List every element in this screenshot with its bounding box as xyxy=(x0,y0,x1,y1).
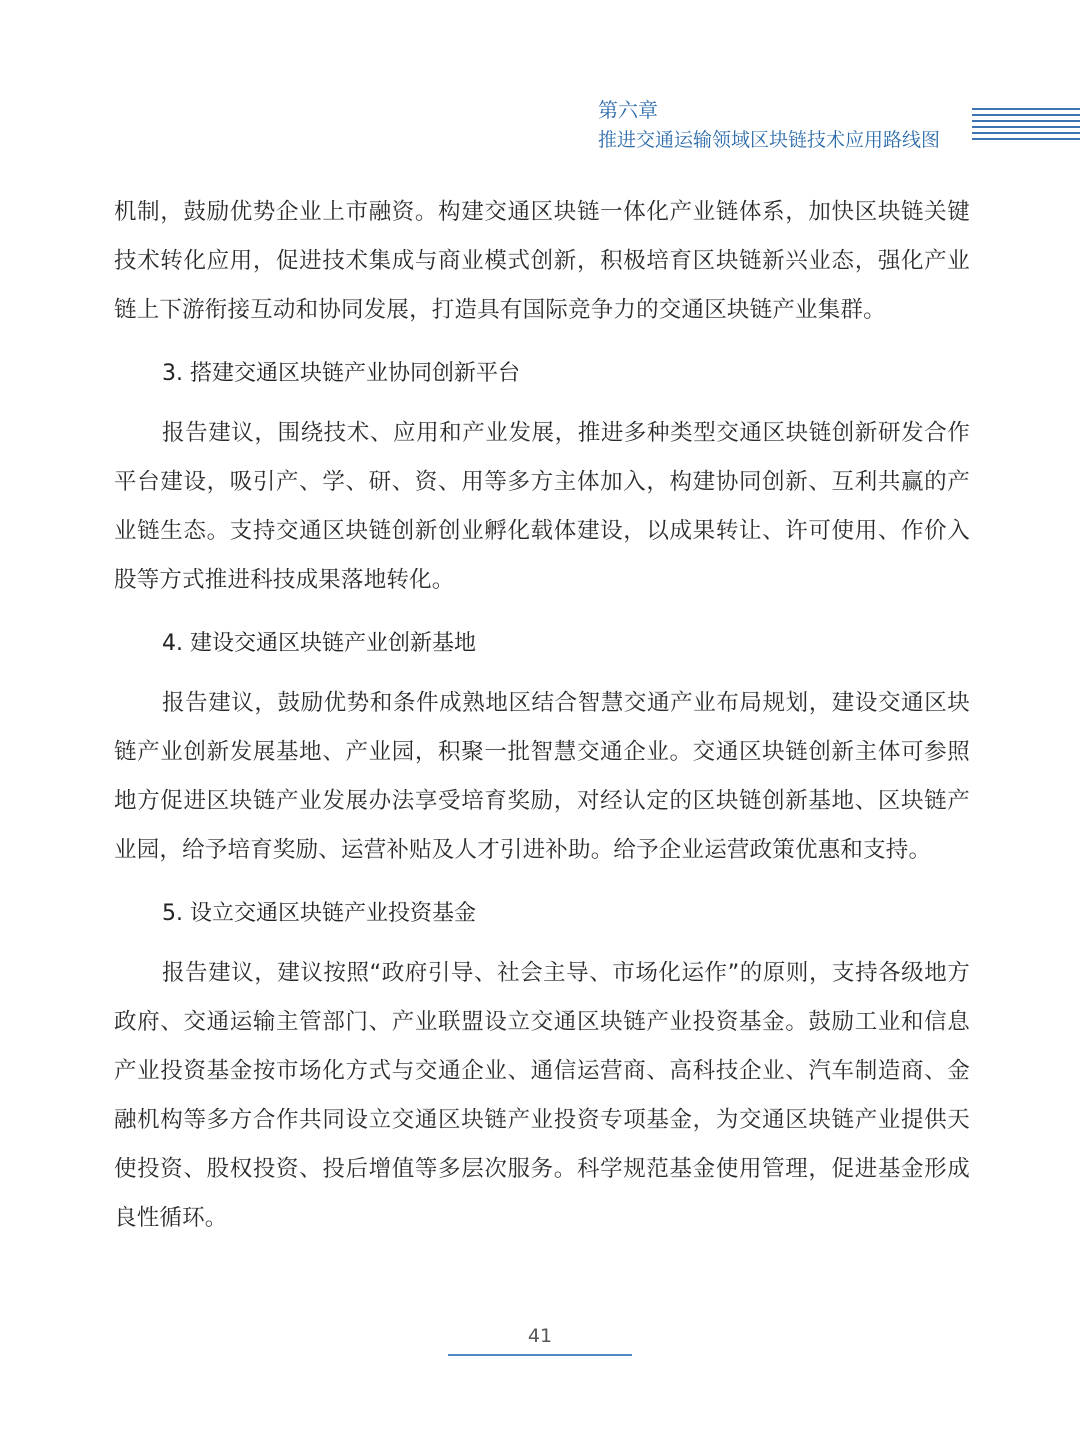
section-paragraph-5: 报告建议，建议按照“政府引导、社会主导、市场化运作”的原则，支持各级地方政府、交通运输主管部门、产业联盟设立交通区块链产业投资基金。鼓励工业和信息产业投资基金按市场化方式与交通企业、通信运营商、高科技企业、汽车制造商、金融机构等多方合作共同设立交通区块链产业投资专项基金，为交通区块链产业提供天使投资、股权投资、投后增值等多层次服务。科学规范基金使用管理，促进基金形成良性循环。 xyxy=(114,960,970,1231)
section-paragraph-3: 报告建议，围绕技术、应用和产业发展，推进多种类型交通区块链创新研发合作平台建设，吸引产、学、研、资、用等多方主体加入，构建协同创新、互利共赢的产业链生态。支持交通区块链创新创业孵化载体建设，以成果转让、许可使用、作价入股等方式推进科技成果落地转化。 xyxy=(114,420,970,593)
footer-divider xyxy=(448,1354,632,1356)
main-content xyxy=(114,188,970,1243)
header-stripes-decoration xyxy=(972,108,1080,144)
chapter-title: 推进交通运输领域区块链技术应用路线图 xyxy=(598,129,941,151)
intro-paragraph: 机制，鼓励优势企业上市融资。构建交通区块链一体化产业链体系，加快区块链关键技术转化应用，促进技术集成与商业模式创新，积极培育区块链新兴业态，强化产业链上下游衔接互动和协同发展，打造具有国际竞争力的交通区块链产业集群。 xyxy=(114,199,970,323)
section-paragraph-4: 报告建议，鼓励优势和条件成熟地区结合智慧交通产业布局规划，建设交通区块链产业创新发展基地、产业园，积聚一批智慧交通企业。交通区块链创新主体可参照地方促进区块链产业发展办法享受培育奖励，对经认定的区块链创新基地、区块链产业园，给予培育奖励、运营补贴及人才引进补助。给予企业运营政策优惠和支持。 xyxy=(114,690,970,863)
section-heading-5: 5. 设立交通区块链产业投资基金 xyxy=(162,901,476,926)
section-heading-3: 3. 搭建交通区块链产业协同创新平台 xyxy=(162,361,520,386)
page-footer xyxy=(448,1322,632,1356)
section-heading-4: 4. 建设交通区块链产业创新基地 xyxy=(162,631,476,656)
page-number: 41 xyxy=(527,1325,553,1347)
chapter-number: 第六章 xyxy=(598,98,658,122)
